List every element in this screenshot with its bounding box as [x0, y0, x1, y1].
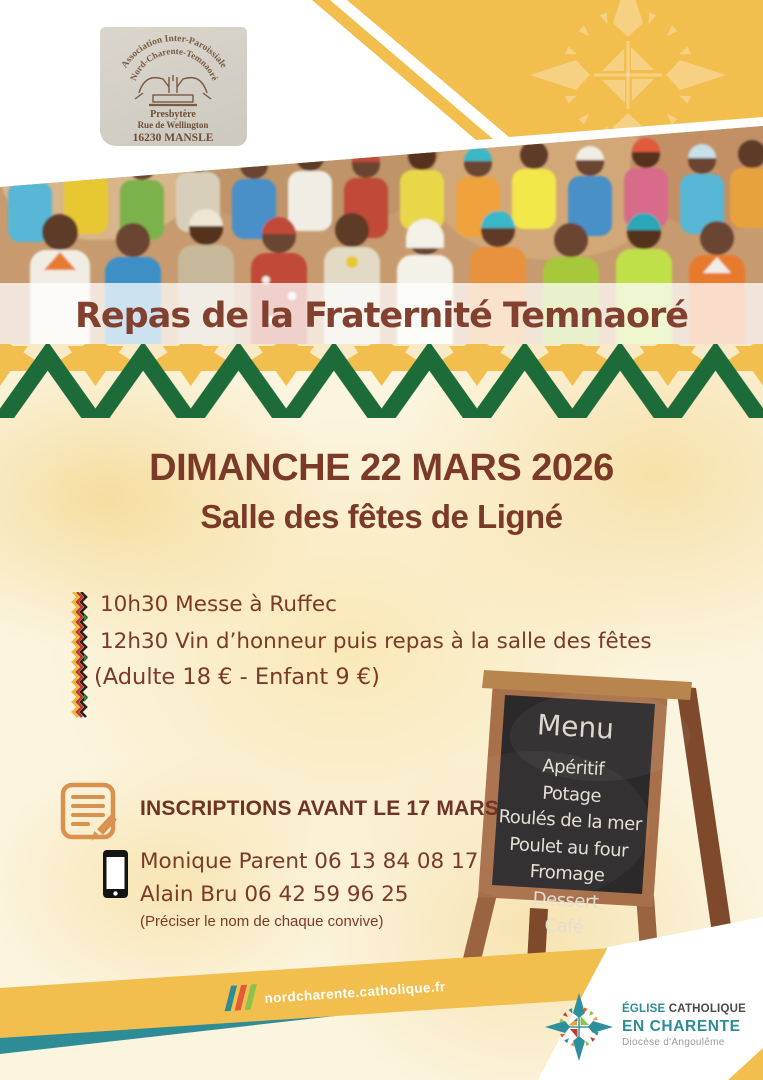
stamp-line-street: Rue de Wellington — [137, 120, 209, 130]
event-date: DIMANCHE 22 MARS 2026 — [149, 447, 614, 489]
stamp-line-city: 16230 MANSLE — [132, 132, 214, 144]
stamp-arc-text-2: Nord-Charente-Temnaoré — [127, 45, 221, 83]
footer-slashes-icon — [227, 984, 259, 1016]
contact-2: Alain Bru 06 42 59 96 25 — [140, 882, 409, 907]
schedule-price: (Adulte 18 € - Enfant 9 €) — [94, 664, 380, 690]
diocese-name-bold: ÉGLISE — [622, 1003, 666, 1015]
menu-item: Potage — [541, 782, 602, 807]
stamp-line-presbytere: Presbytère — [150, 109, 196, 120]
menu-title: Menu — [536, 708, 615, 746]
diocese-region: EN CHARENTE — [622, 1017, 741, 1035]
menu-item: Fromage — [529, 861, 605, 887]
menu-item: Dessert — [532, 887, 599, 913]
schedule-line-1: 10h30 Messe à Ruffec — [100, 592, 337, 617]
menu-item: Poulet au four — [508, 833, 629, 862]
association-stamp — [100, 27, 247, 146]
zigzag-border — [0, 344, 763, 418]
registration-heading: INSCRIPTIONS AVANT LE 17 MARS — [140, 797, 499, 820]
menu-item: Café — [543, 914, 585, 939]
registration-form-icon — [58, 780, 126, 848]
stamp-illustration — [135, 75, 211, 105]
event-venue: Salle des fêtes de Ligné — [200, 498, 563, 535]
diocese-name-light: CATHOLIQUE — [668, 1003, 746, 1015]
menu-item: Apéritif — [541, 755, 605, 781]
phone-icon — [102, 849, 130, 901]
contact-1: Monique Parent 06 13 84 08 17 — [140, 849, 479, 874]
poster-title: Repas de la Fraternité Temnaoré — [74, 295, 688, 336]
contact-note: (Préciser le nom de chaque convive) — [140, 913, 384, 930]
menu-item: Roulés de la mer — [498, 806, 643, 836]
event-heading — [0, 447, 763, 536]
footer-url[interactable]: nordcharente.catholique.fr — [264, 978, 447, 1006]
diocese-compass-logo — [543, 991, 615, 1063]
diocese-wordmark — [622, 1004, 746, 1048]
title-band — [0, 283, 763, 348]
schedule-decoration — [70, 592, 88, 718]
schedule-line-2: 12h30 Vin d’honneur puis repas à la salle des fêtes — [100, 629, 652, 654]
stamp-arc-text-1: Association Inter-Paroissiale — [119, 33, 229, 71]
diocese-subtitle: Diocèse d'Angoulême — [622, 1037, 725, 1048]
menu-board — [486, 700, 653, 945]
menu-items — [486, 751, 650, 945]
contacts-block — [140, 849, 478, 930]
